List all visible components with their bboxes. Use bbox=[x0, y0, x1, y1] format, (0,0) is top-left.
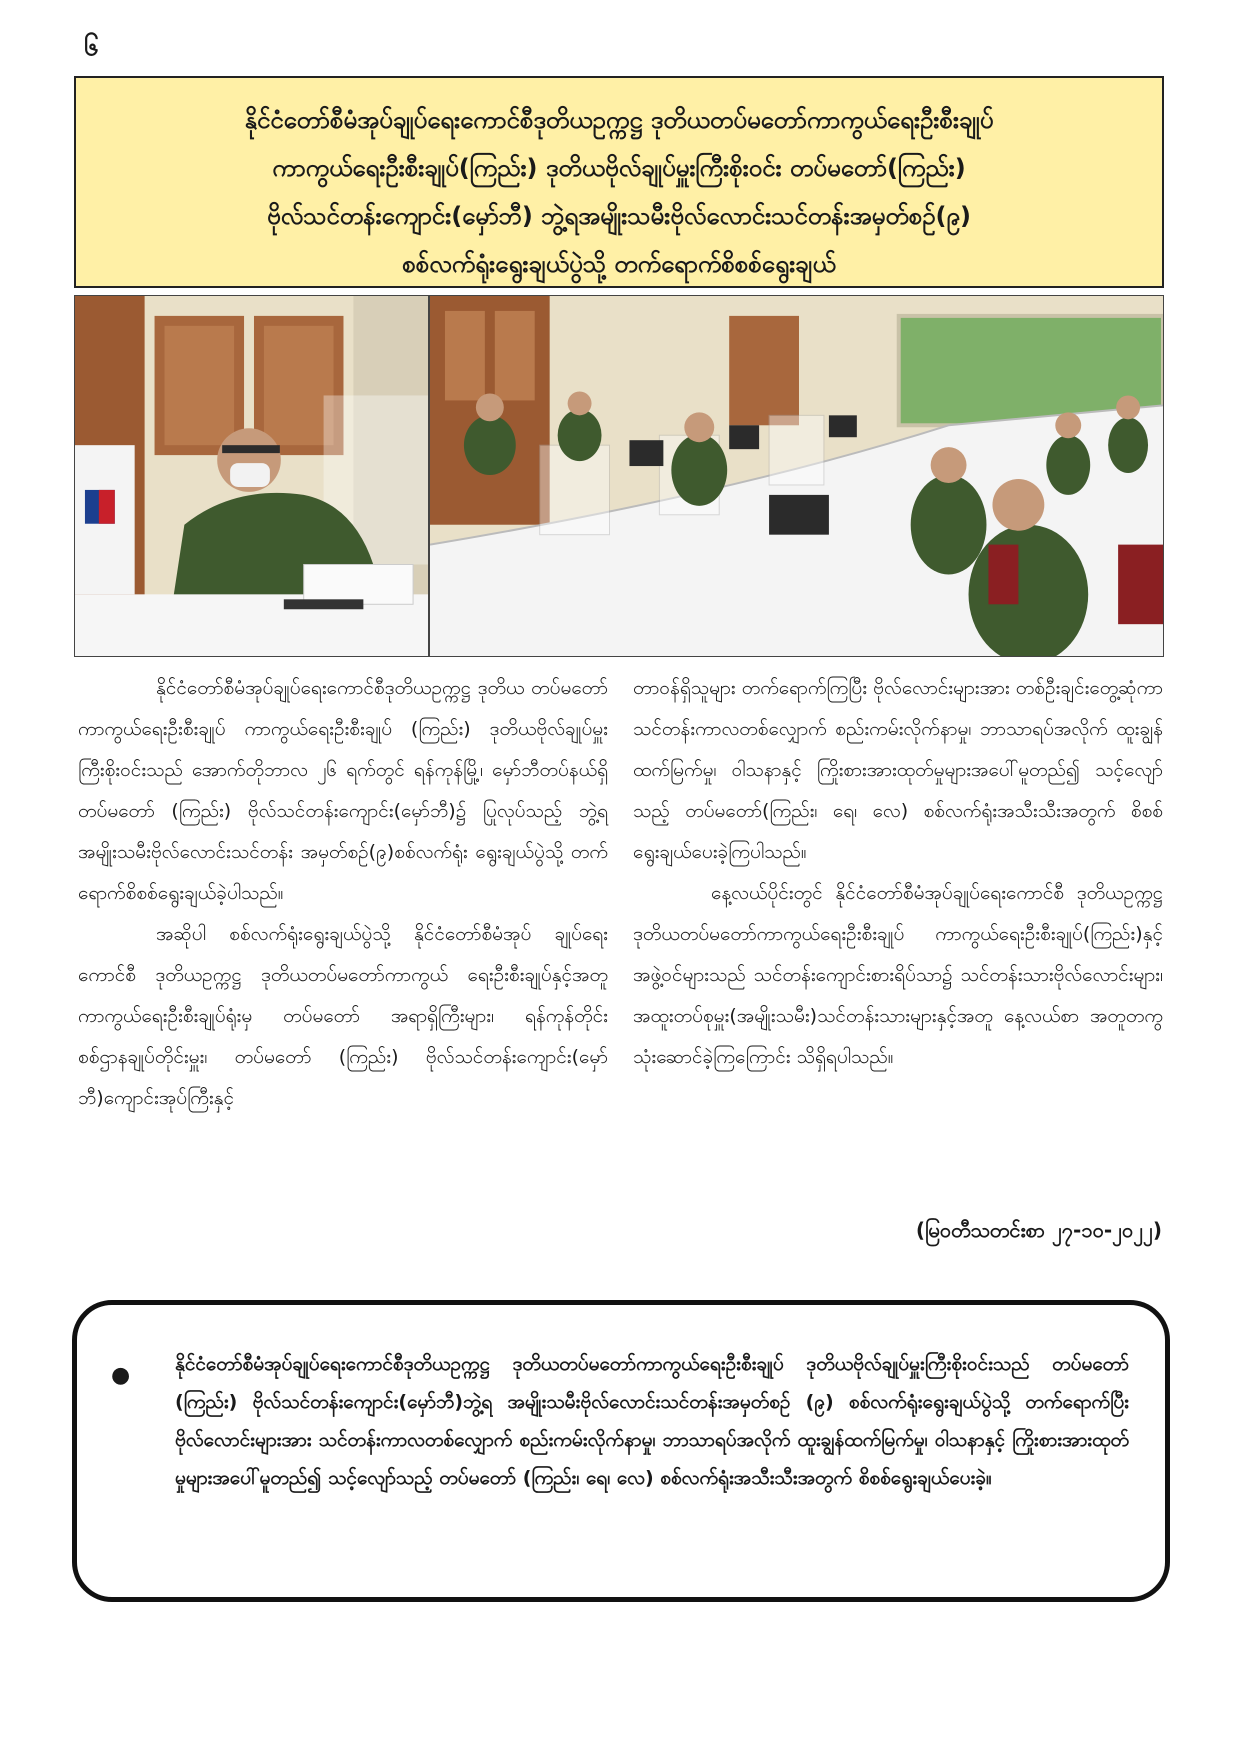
headline-line-4: စစ်လက်ရုံးရွေးချယ်ပွဲသို့ တက်ရောက်စိစစ်ရွေးချယ် bbox=[402, 250, 836, 278]
headline-line-1: နိုင်ငံတော်စီမံအုပ်ချုပ်ရေးကောင်စီဒုတိယဥက္ကဋ္ဌ ဒုတိယတပ်မတော်ကာကွယ်ရေးဦးစီးချုပ် bbox=[244, 106, 994, 134]
headline-box bbox=[74, 76, 1164, 288]
page-number: ၆ bbox=[84, 32, 99, 62]
photo-general-at-desk bbox=[74, 295, 429, 657]
article-column-left bbox=[78, 668, 608, 1119]
article-paragraph-4: နေ့လယ်ပိုင်းတွင် နိုင်ငံတော်စီမံအုပ်ချုပ်ရေးကောင်စီ ဒုတိယဥက္ကဋ္ဌ ဒုတိယတပ်မတော်ကာကွယ်ရေးဦးစီးချုပ် ကာကွယ်ရေးဦးစီးချုပ်(ကြည်း)နှင့် အဖွဲ့ဝင်များသည် သင်တန်းကျောင်းစားရိပ်သာ၌ သင်တန်းသားဗိုလ်လောင်းများ၊ အထူးတပ်စုမှူး(အမျိုးသမီး)သင်တန်းသားများနှင့်အတူ နေ့လယ်စာ အတူတကွသုံးဆောင်ခဲ့ကြကြောင်း သိရှိရပါသည်။ bbox=[633, 882, 1163, 1068]
summary-text: နိုင်ငံတော်စီမံအုပ်ချုပ်ရေးကောင်စီဒုတိယဥက္ကဋ္ဌ ဒုတိယတပ်မတော်ကာကွယ်ရေးဦးစီးချုပ် ဒုတိယဗိုလ်ချုပ်မှူးကြီးစိုးဝင်းသည် တပ်မတော် (ကြည်း) ဗိုလ်သင်တန်းကျောင်း(မှော်ဘီ)ဘွဲ့ရ အမျိုးသမီးဗိုလ်လောင်းသင်တန်းအမှတ်စဉ် (၉) စစ်လက်ရုံးရွေးချယ်ပွဲသို့ တက်ရောက်ပြီး ဗိုလ်လောင်းများအား သင်တန်းကာလတစ်လျှောက် စည်းကမ်းလိုက်နာမှု၊ ဘာသာရပ်အလိုက် ထူးချွန်ထက်မြက်မှု၊ ဝါသနာနှင့် ကြိုးစားအားထုတ်မှုများအပေါ်မူတည်၍ သင့်လျော်သည့် တပ်မတော် (ကြည်း၊ ရေ၊ လေ) စစ်လက်ရုံးအသီးသီးအတွက် စိစစ်ရွေးချယ်ပေးခဲ့။ bbox=[175, 1353, 1129, 1489]
article-paragraph-2: အဆိုပါ စစ်လက်ရုံးရွေးချယ်ပွဲသို့ နိုင်ငံတော်စီမံအုပ် ချုပ်ရေးကောင်စီ ဒုတိယဥက္ကဋ္ဌ ဒုတိယတပ်မတော်ကာကွယ် ရေးဦးစီးချုပ်နှင့်အတူ ကာကွယ်ရေးဦးစီးချုပ်ရုံးမှ တပ်မတော် အရာရှိကြီးများ၊ ရန်ကုန်တိုင်းစစ်ဌာနချုပ်တိုင်းမှူး၊ တပ်မတော် (ကြည်း) ဗိုလ်သင်တန်းကျောင်း(မှော်ဘီ)ကျောင်းအုပ်ကြီးနှင့် bbox=[78, 923, 608, 1109]
article-column-right bbox=[633, 668, 1163, 1078]
photo-meeting-hall bbox=[429, 295, 1164, 657]
article-paragraph-3: တာဝန်ရှိသူများ တက်ရောက်ကြပြီး ဗိုလ်လောင်းများအား တစ်ဦးချင်းတွေ့ဆုံကာ သင်တန်းကာလတစ်လျှောက် စည်းကမ်းလိုက်နာမှု၊ ဘာသာရပ်အလိုက် ထူးချွန်ထက်မြက်မှု၊ ဝါသနာနှင့် ကြိုးစားအားထုတ်မှုများအပေါ်မူတည်၍ သင့်လျော်သည့် တပ်မတော်(ကြည်း၊ ရေ၊ လေ) စစ်လက်ရုံးအသီးသီးအတွက် စိစစ်ရွေးချယ်ပေးခဲ့ကြပါသည်။ bbox=[633, 677, 1163, 863]
headline-line-3: ဗိုလ်သင်တန်းကျောင်း(မှော်ဘီ) ဘွဲ့ရအမျိုးသမီးဗိုလ်လောင်းသင်တန်းအမှတ်စဉ်(၉) bbox=[267, 202, 971, 230]
headline-line-2: ကာကွယ်ရေးဦးစီးချုပ်(ကြည်း) ဒုတိယဗိုလ်ချုပ်မှူးကြီးစိုးဝင်း တပ်မတော်(ကြည်း) bbox=[272, 154, 966, 182]
summary-box bbox=[72, 1300, 1170, 1602]
source-citation: (မြဝတီသတင်းစာ ၂၇-၁၀-၂၀၂၂) bbox=[915, 1218, 1162, 1242]
bullet-icon: ● bbox=[111, 1363, 131, 1388]
article-paragraph-1: နိုင်ငံတော်စီမံအုပ်ချုပ်ရေးကောင်စီဒုတိယဥက္ကဋ္ဌ ဒုတိယ တပ်မတော်ကာကွယ်ရေးဦးစီးချုပ် ကာကွယ်ရေးဦးစီးချုပ် (ကြည်း) ဒုတိယဗိုလ်ချုပ်မှူးကြီးစိုးဝင်းသည် အောက်တိုဘာလ ၂၆ ရက်တွင် ရန်ကုန်မြို့၊ မှော်ဘီတပ်နယ်ရှိ တပ်မတော် (ကြည်း) ဗိုလ်သင်တန်းကျောင်း(မှော်ဘီ)၌ ပြုလုပ်သည့် ဘွဲ့ရ အမျိုးသမီးဗိုလ်လောင်းသင်တန်း အမှတ်စဉ်(၉)စစ်လက်ရုံး ရွေးချယ်ပွဲသို့ တက်ရောက်စိစစ်ရွေးချယ်ခဲ့ပါသည်။ bbox=[78, 677, 608, 904]
